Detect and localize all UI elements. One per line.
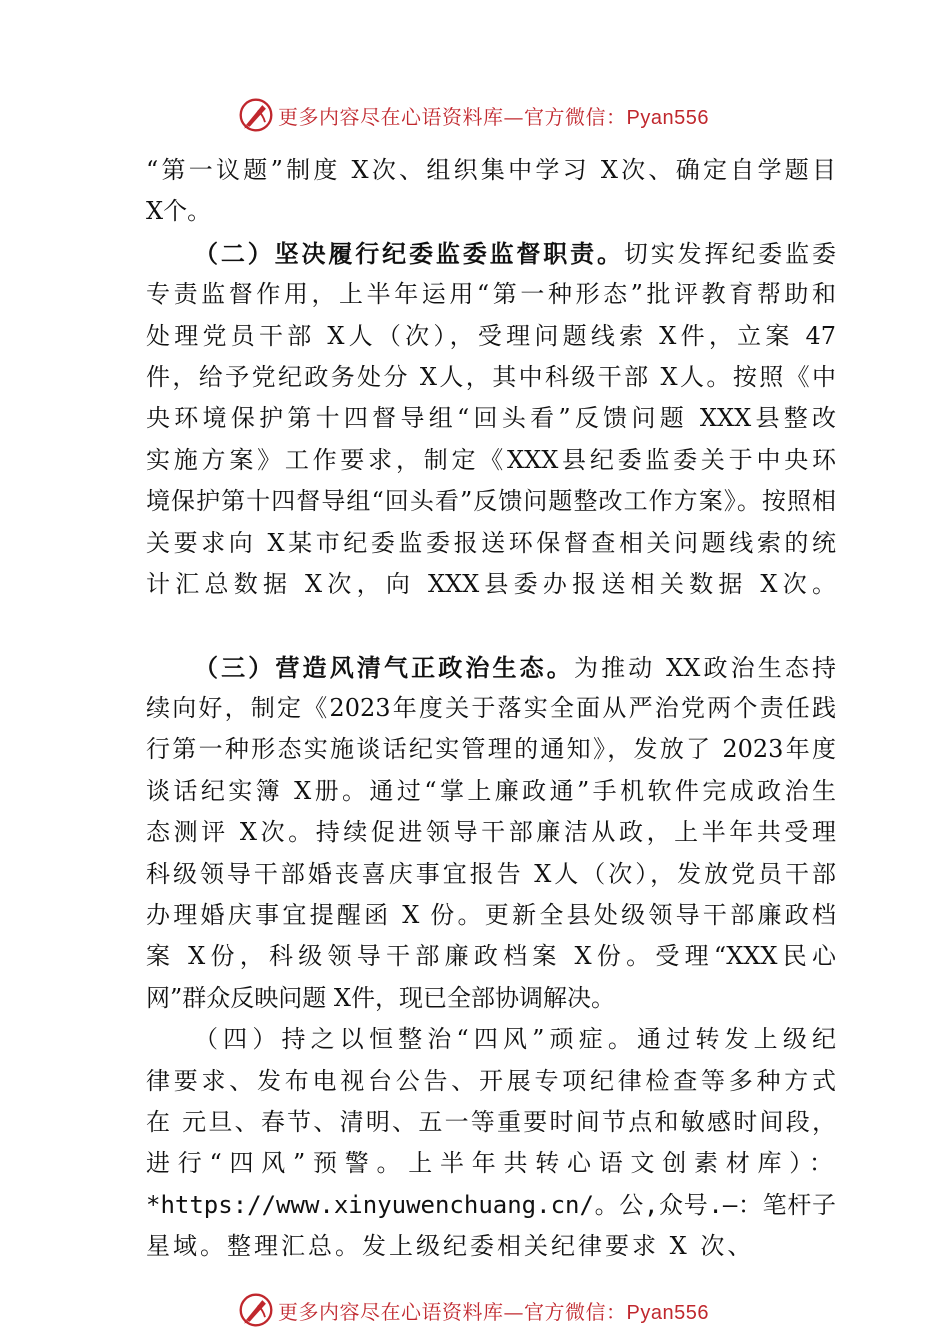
text-line: 在 元旦、春节、清明、五一等重要时间节点和敏感时间段， bbox=[146, 1107, 836, 1136]
text-line: 处理党员干部 X人（次），受理问题线索 X件，立案 47 bbox=[146, 321, 836, 350]
banner-wechat-id: Pyan556 bbox=[626, 1301, 709, 1324]
banner-site-text: 更多内容尽在心语资料库—官方微信： bbox=[278, 1299, 627, 1324]
text-line: X个。 bbox=[146, 197, 212, 226]
footer-banner bbox=[0, 1290, 950, 1330]
text-line: 科级领导干部婚丧喜庆事宜报告 X人（次），发放党员干部 bbox=[146, 859, 836, 888]
text-line: 央环境保护第十四督导组“回头看”反馈问题 XXX县整改 bbox=[146, 404, 836, 433]
section-heading: （三）营造风清气正政治生态。 bbox=[194, 652, 574, 682]
text-line: 件，给予党纪政务处分 X人，其中科级干部 X人。按照《中 bbox=[146, 362, 836, 391]
pen-circle-logo-icon bbox=[238, 1292, 274, 1328]
text-line: 行第一种形态实施谈话纪实管理的通知》，发放了 2023年度 bbox=[146, 735, 836, 764]
text-line: 办理婚庆事宜提醒函 X 份。更新全县处级领导干部廉政档 bbox=[146, 901, 836, 930]
text-line: 关要求向 X某市纪委监委报送环保督查相关问题线索的统 bbox=[146, 528, 836, 557]
text-line: 星域。整理汇总。发上级纪委相关纪律要求 X 次、 bbox=[146, 1232, 755, 1261]
text-line bbox=[146, 605, 836, 646]
document-body bbox=[146, 150, 836, 1268]
text-line: 续向好，制定《2023年度关于落实全面从严治党两个责任践 bbox=[146, 694, 836, 723]
pen-circle-logo-icon bbox=[238, 97, 274, 133]
text-line: 专责监督作用，上半年运用“第一种形态”批评教育帮助和 bbox=[146, 280, 836, 309]
header-banner bbox=[0, 95, 950, 135]
url-line: *https://www.xinyuwenchuang.cn/。公,众号.—：笔杆子 bbox=[146, 1190, 836, 1219]
text-line: 境保护第十四督导组“回头看”反馈问题整改工作方案》。按照相 bbox=[146, 487, 836, 516]
banner-text bbox=[278, 101, 709, 130]
text-line: 律要求、发布电视台公告、开展专项纪律检查等多种方式 bbox=[146, 1066, 836, 1095]
paragraph-first-line: （三）营造风清气正政治生态。为推动 XX政治生态持 bbox=[194, 652, 836, 682]
text-line: 谈话纪实簿 X册。通过“掌上廉政通”手机软件完成政治生 bbox=[146, 776, 836, 805]
text-line: 实施方案》工作要求，制定《XXX县纪委监委关于中央环 bbox=[146, 445, 836, 474]
text-line: 案 X份，科级领导干部廉政档案 X份。受理“XXX民心 bbox=[146, 942, 836, 971]
banner-wechat-id: Pyan556 bbox=[626, 106, 709, 129]
section-heading: （二）坚决履行纪委监委监督职责。 bbox=[194, 238, 624, 268]
paragraph-first-line: （二）坚决履行纪委监委监督职责。切实发挥纪委监委 bbox=[194, 238, 836, 268]
text-line: 计汇总数据 X次，向 XXX县委办报送相关数据 X次。 bbox=[146, 569, 836, 598]
text-line: 态测评 X次。持续促进领导干部廉洁从政，上半年共受理 bbox=[146, 818, 836, 847]
text-line: 网”群众反映问题 X件，现已全部协调解决。 bbox=[146, 983, 615, 1012]
banner-text bbox=[278, 1296, 709, 1325]
banner-site-text: 更多内容尽在心语资料库—官方微信： bbox=[278, 104, 627, 129]
text-line: “第一议题”制度 X次、组织集中学习 X次、确定自学题目 bbox=[146, 156, 836, 184]
paragraph-first-line: （四）持之以恒整治“四风”顽症。通过转发上级纪 bbox=[194, 1025, 836, 1054]
text-line: 进行“四风”预警。上半年共转心语文创素材库）： bbox=[146, 1149, 836, 1178]
